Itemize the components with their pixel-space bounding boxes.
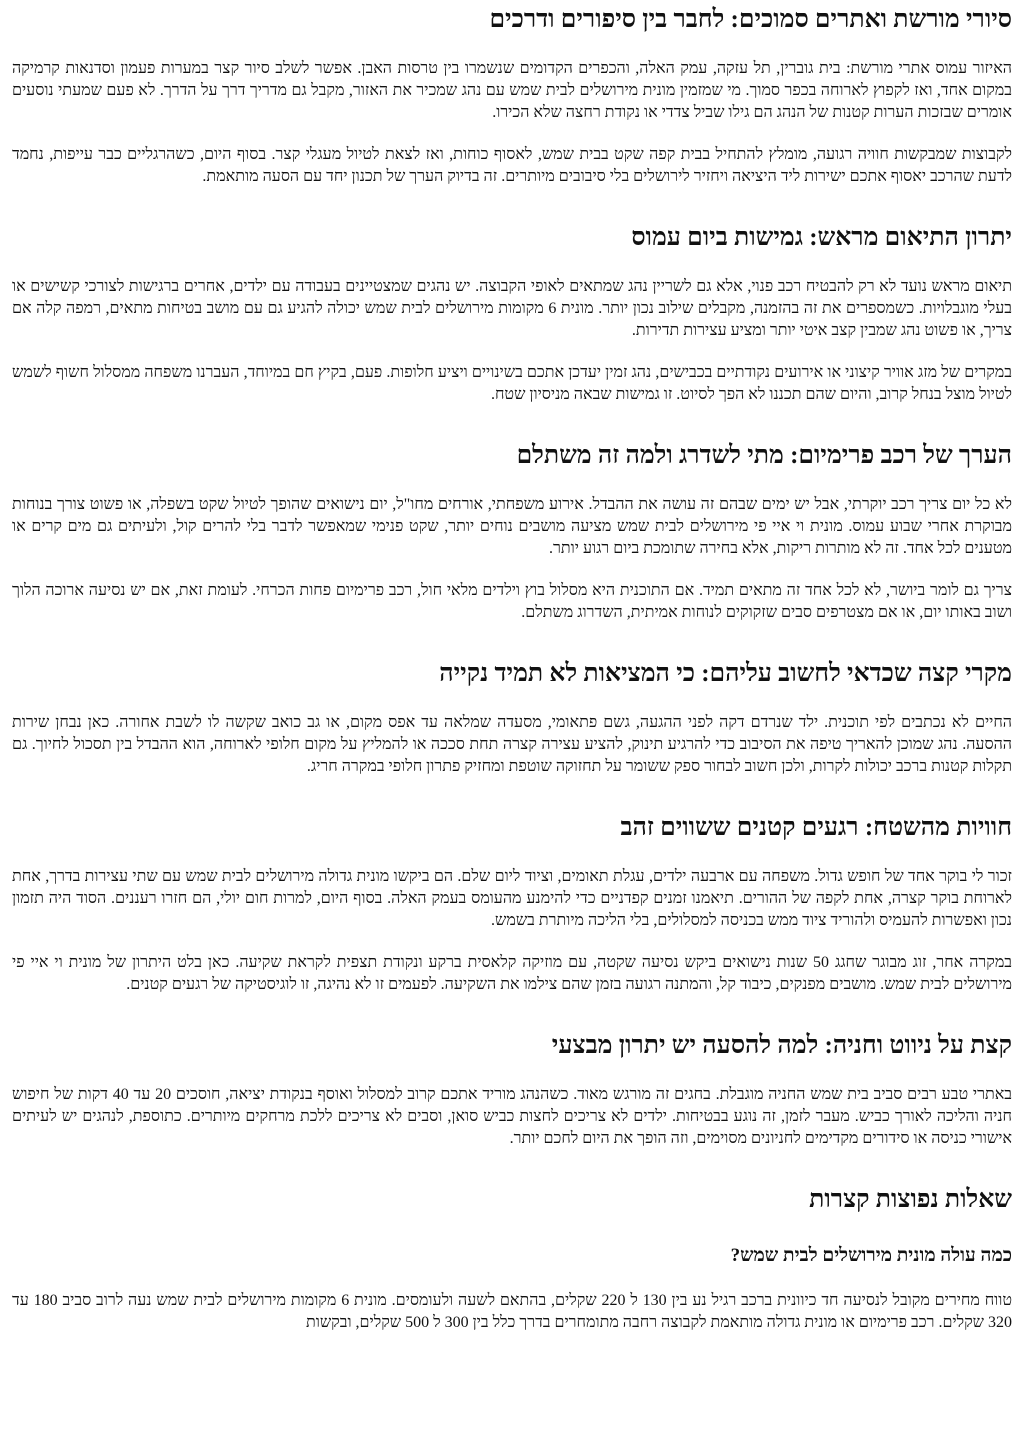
section-heading-edge-cases: מקרי קצה שכדאי לחשוב עליהם: כי המציאות לא תמיד נקייה <box>439 660 1012 687</box>
section-heading-navigation-parking: קצת על ניווט וחניה: למה להסעה יש יתרון מבצעי <box>551 1032 1012 1059</box>
paragraph: החיים לא נכתבים לפי תוכנית. ילד שנרדם דקה לפני ההגעה, גשם פתאומי, מסעדה שמלאה עד אפס מקום, או גב כואב שקשה לו לשבת אחורה. כאן נבחן שירות ההסעה. נהג שמוכן להאריך טיפה את הסיבוב כדי להרגיע תינוק, להציע עצירה קצרה תחת סככה או להמליץ על מקום חלופי לארוחה, הוא ההבדל בין תסכול לחיוך. גם תקלות קטנות ברכב יכולות לקרות, ולכן חשוב לבחור ספק ששומר על תחזוקה שוטפת ומחזיק פתרון חלופי במקרה חריג. <box>12 714 1012 775</box>
section-heading-heritage: סיורי מורשת ואתרים סמוכים: לחבר בין סיפורים ודרכים <box>489 6 1012 33</box>
faq-answer: טווח מחירים מקובל לנסיעה חד כיוונית ברכב רגיל נע בין 130 ל 220 שקלים, בהתאם לשעה ולעומסים. מונית 6 מקומות מירושלים לבית שמש נעה לרוב סביב 180 עד 320 שקלים. רכב פרימיום או מונית גדולה מותאמת לקבוצה רחבה מתומחרים בדרך כלל בין 300 ל 500 שקלים, ובקשות <box>12 1292 1013 1331</box>
faq-heading: שאלות נפוצות קצרות <box>809 1186 1012 1213</box>
section-heading-premium: הערך של רכב פרימיום: מתי לשדרג ולמה זה משתלם <box>516 442 1012 469</box>
section-heading-field-experiences: חוויות מהשטח: רגעים קטנים ששווים זהב <box>620 814 1012 841</box>
paragraph: צריך גם לומר ביושר, לא לכל אחד זה מתאים תמיד. אם התוכנית היא מסלול בוץ וילדים מלאי חול, רכב פרימיום פחות הכרחי. לעומת זאת, אם יש נסיעה ארוכה הלוך ושוב באותו יום, או אם מצטרפים סבים שזקוקים לנוחות אמיתית, השדרוג משתלם. <box>12 582 1012 621</box>
paragraph: תיאום מראש נועד לא רק להבטיח רכב פנוי, אלא גם לשריין נהג שמתאים לאופי הקבוצה. יש נהגים שמצטיינים בעבודה עם ילדים, אחרים ברגישות לצורכי קשישים או בעלי מוגבלויות. כשמספרים את זה בהזמנה, מקבלים שילוב נכון יותר. מונית 6 מקומות מירושלים לבית שמש יכולה להגיע גם עם מושב בטיחות מתאים, רמפה קלה אם צריך, או פשוט נהג שמבין קצב איטי יותר ומציע עצירות תדירות. <box>12 278 1012 339</box>
paragraph: זכור לי בוקר אחד של חופש גדול. משפחה עם ארבעה ילדים, עגלת תאומים, וציוד ליום שלם. הם ביקשו מונית גדולה מירושלים לבית שמש עם שתי עצירות בדרך, אחת לארוחת בוקר קצרה, אחת לקפה של ההורים. תיאמנו זמנים קפדניים כדי להימנע מהעומס בעמק האלה. בסוף היום, למרות חום יולי, הם חזרו רעננים. הסוד היה תזמון נכון ואפשרות להעמיס ולהוריד ציוד ממש בכניסה למסלולים, בלי הליכה מיותרת בשמש. <box>12 868 1012 929</box>
paragraph: האיזור עמוס אתרי מורשת: בית גוברין, תל עזקה, עמק האלה, והכפרים הקדומים שנשמרו בין טרסות האבן. אפשר לשלב סיור קצר במערות פעמון וסדנאות קרמיקה במקום אחד, ואז לקפוץ לארוחה בכפר סמוך. מי שמזמין מונית מירושלים לבית שמש עם נהג שמכיר את האזור, מקבל גם מדריך דרך על הדרך. לא פעם שמעתי נוסעים אומרים שבזכות הערות קטנות של הנהג הם גילו שביל צדדי או נקודת רחצה שלא הכירו. <box>12 60 1012 121</box>
paragraph: במקרה אחר, זוג מבוגר שחגג 50 שנות נישואים ביקש נסיעה שקטה, עם מוזיקה קלאסית ברקע ונקודת תצפית לקראת שקיעה. כאן בלט היתרון של מונית וי איי פי מירושלים לבית שמש. מושבים מפנקים, כיבוד קל, והמתנה רגועה בזמן שהם צילמו את השקיעה. לפעמים זו לא נהיגה, זו לוגיסטיקה של רגעים קטנים. <box>12 954 1013 993</box>
paragraph: באתרי טבע רבים סביב בית שמש החניה מוגבלת. בחגים זה מורגש מאוד. כשהנהג מוריד אתכם קרוב למסלול ואוסף בנקודת יציאה, חוסכים 20 עד 40 דקות של חיפוש חניה והליכה לאורך כביש. מעבר לזמן, זה נוגע בבטיחות. ילדים לא צריכים לחצות כביש סואן, וסבים לא צריכים ללכת מרחקים מיותרים. כתוספת, לנהגים יש לעיתים אישורי כניסה או סידורים מקדימים לחניונים מסוימים, וזה הופך את היום לחכם יותר. <box>12 1086 1013 1147</box>
paragraph: לא כל יום צריך רכב יוקרתי, אבל יש ימים שבהם זה עושה את ההבדל. אירוע משפחתי, אורחים מחו"ל, יום נישואים שהופך לטיול שקט בשפלה, או פשוט צורך בנוחות מבוקרת אחרי שבוע עמוס. מונית וי איי פי מירושלים לבית שמש מציעה מושבים נוחים יותר, שקט פנימי שמאפשר לדבר בלי להרים קול, ולעיתים גם מים קרים או מטענים לכל אחד. זה לא מותרות ריקות, אלא בחירה שתומכת ביום רגוע יותר. <box>12 496 1012 557</box>
paragraph: במקרים של מזג אוויר קיצוני או אירועים נקודתיים בכבישים, נהג זמין יעדכן אתכם בשינויים ויציע חלופות. פעם, בקיץ חם במיוחד, העברנו משפחה ממסלול חשוף לשמש לטיול מוצל בנחל קרוב, והיום שהם תכננו לא הפך לסיוט. זו גמישות שבאה מניסיון שטח. <box>12 364 1012 403</box>
paragraph: לקבוצות שמבקשות חוויה רגועה, מומלץ להתחיל בבית קפה שקט בבית שמש, לאסוף כוחות, ואז לצאת לטיול מעגלי קצר. בסוף היום, כשהרגליים כבר עייפות, נחמד לדעת שהרכב יאסוף אתכם ישירות ליד היציאה ויחזיר לירושלים בלי סיבובים מיותרים. זה בדיוק הערך של תכנון יחד עם הסעה מותאמת. <box>12 146 1012 185</box>
faq-question: כמה עולה מונית מירושלים לבית שמש? <box>730 1245 1012 1266</box>
section-heading-advance-booking: יתרון התיאום מראש: גמישות ביום עמוס <box>631 224 1012 251</box>
article <box>0 2 1024 1334</box>
